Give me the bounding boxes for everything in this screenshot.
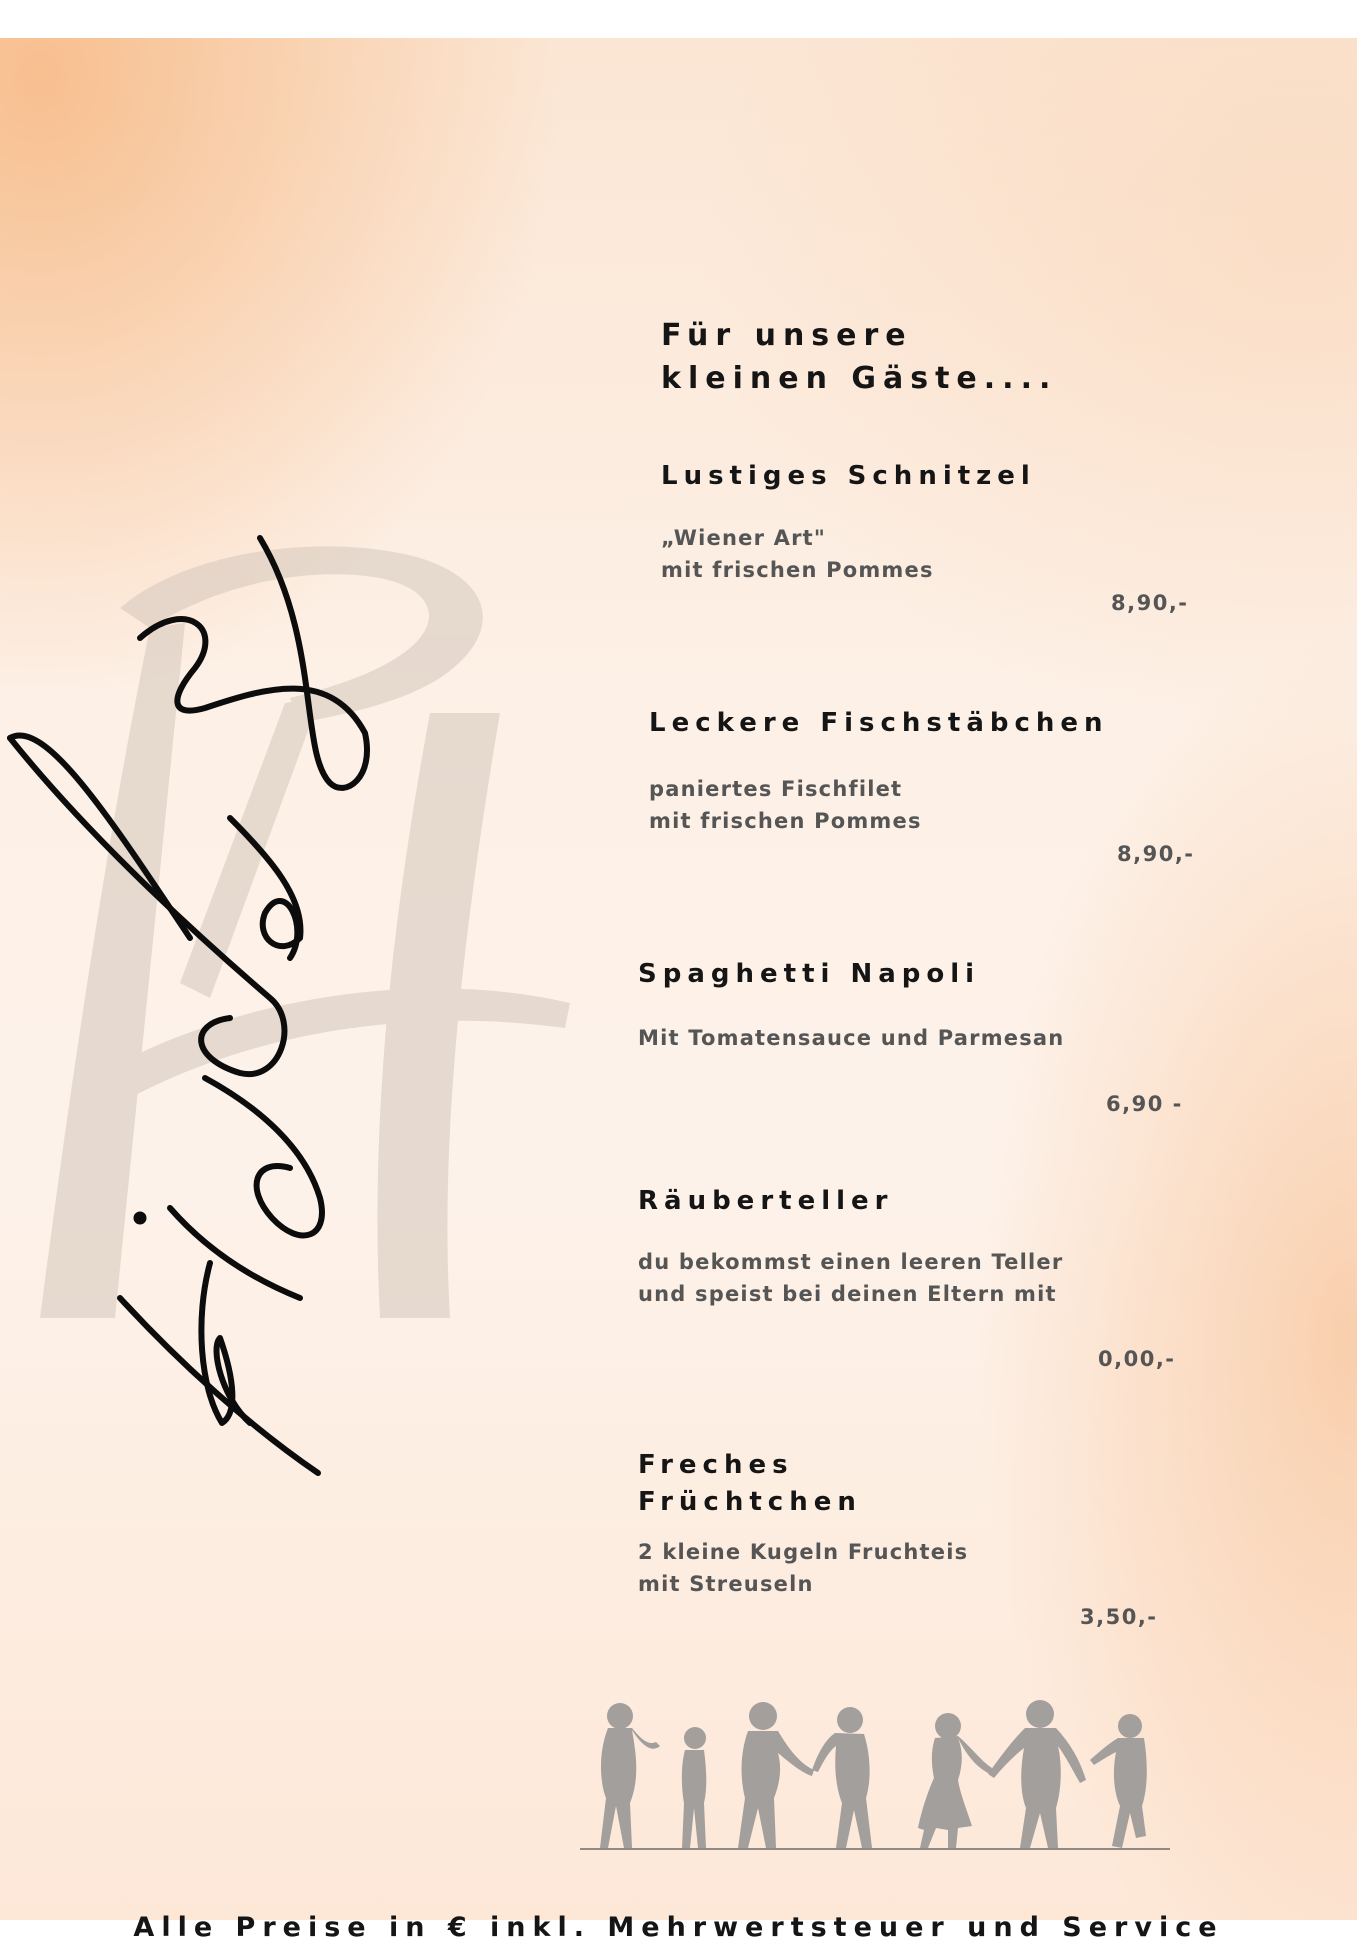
- item-description-raeuberteller: du bekommst einen leeren Teller und speist bei deinen Eltern mit: [638, 1250, 1064, 1306]
- kinder-handwritten-signature: [0, 518, 380, 1498]
- item-price-fischstaebchen: 8,90,-: [1117, 842, 1195, 866]
- item-price-raeuberteller: 0,00,-: [1098, 1347, 1176, 1371]
- item-price-spaghetti: 6,90 -: [1106, 1092, 1183, 1116]
- item-description-schnitzel: „Wiener Art" mit frischen Pommes: [661, 526, 934, 582]
- item-title-fruechtchen-line-2: Früchtchen: [638, 1487, 862, 1517]
- item-title-schnitzel: Lustiges Schnitzel: [661, 461, 1036, 491]
- item-description-fruechtchen: 2 kleine Kugeln Fruchteis mit Streuseln: [638, 1540, 969, 1596]
- item-title-raeuberteller: Räuberteller: [638, 1186, 894, 1216]
- item-description-fischstaebchen: paniertes Fischfilet mit frischen Pommes: [649, 777, 922, 833]
- heading-line-1: Für unsere: [661, 318, 913, 353]
- menu-page: [0, 38, 1357, 1943]
- footer-price-note: Alle Preise in € inkl. Mehrwertsteuer und Service: [133, 1912, 1224, 1943]
- item-title-fruechtchen-line-1: Freches: [638, 1450, 794, 1480]
- item-description-spaghetti: Mit Tomatensauce und Parmesan: [638, 1026, 1065, 1050]
- item-title-fischstaebchen: Leckere Fischstäbchen: [649, 708, 1109, 738]
- item-title-spaghetti: Spaghetti Napoli: [638, 959, 981, 989]
- item-price-schnitzel: 8,90,-: [1111, 591, 1189, 615]
- children-silhouettes-icon: [580, 1698, 1170, 1858]
- item-price-fruechtchen: 3,50,-: [1080, 1605, 1158, 1629]
- heading-line-2: kleinen Gäste....: [661, 361, 1058, 396]
- menu-heading: [661, 314, 1057, 400]
- item-title-fruechtchen: [638, 1447, 862, 1521]
